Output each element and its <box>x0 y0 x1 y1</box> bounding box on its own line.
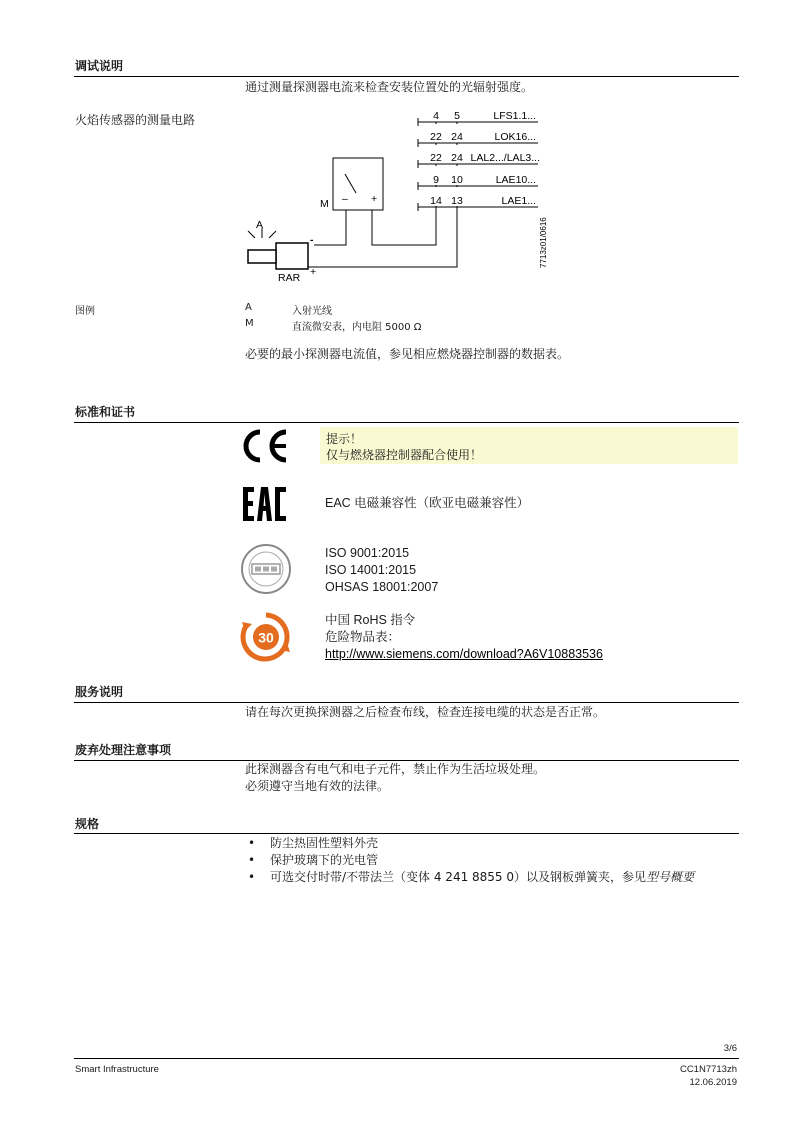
measuring-circuit-diagram <box>240 100 560 290</box>
section-heading-commissioning: 调试说明 <box>75 59 124 73</box>
min-current-note: 必要的最小探测器电流值，参见相应燃烧器控制器的数据表。 <box>245 347 570 361</box>
section-rule <box>74 833 739 834</box>
light-label: A <box>256 219 264 231</box>
legend-key: M <box>245 318 254 329</box>
terminal-number: 13 <box>451 195 463 207</box>
note-text: 仅与燃烧器控制器配合使用！ <box>326 448 483 462</box>
document-date: 12.06.2019 <box>689 1077 737 1088</box>
section-heading-spec: 规格 <box>75 817 100 831</box>
terminal-number: 10 <box>451 174 463 186</box>
circuit-label: 火焰传感器的测量电路 <box>75 113 196 127</box>
list-item: • 保护玻璃下的光电管 <box>245 852 694 869</box>
legend-text: 直流微安表，内电阻 5000 Ω <box>292 322 422 333</box>
page-number: 3/6 <box>723 1043 737 1054</box>
list-item <box>245 869 694 886</box>
document-id: CC1N7713zh <box>679 1064 737 1075</box>
device-name: LFS1.1... <box>493 110 536 122</box>
service-text: 请在每次更换探测器之后检查布线，检查连接电缆的状态是否正常。 <box>245 705 606 719</box>
china-rohs-30-icon <box>240 612 292 662</box>
meter-plus-sign: + <box>371 193 378 205</box>
device-name: LAE10... <box>495 174 536 186</box>
legend-text: 入射光线 <box>292 306 332 317</box>
ce-mark-icon <box>240 428 290 464</box>
footer-rule <box>74 1058 739 1059</box>
rohs-line: 中国 RoHS 指令 <box>325 613 416 627</box>
legend-key: A <box>245 302 252 313</box>
disposal-line: 此探测器含有电气和电子元件，禁止作为生活垃圾处理。 <box>245 762 546 776</box>
eac-mark-icon <box>241 485 289 523</box>
section-rule <box>74 702 739 703</box>
list-item-text: 可选交付时带/不带法兰（变体 4 241 8855 0）以及钢板弹簧夹，参见 <box>270 870 647 884</box>
device-name: LOK16... <box>494 131 536 143</box>
section-rule <box>74 76 739 77</box>
figure-code: 7713z01/0616 <box>539 217 548 268</box>
terminal-number: 22 <box>430 131 442 143</box>
legend-label: 图例 <box>75 306 95 317</box>
eac-text: EAC 电磁兼容性（欧亚电磁兼容性） <box>325 496 530 510</box>
disposal-line: 必须遵守当地有效的法律。 <box>245 779 390 793</box>
type-summary-reference: 型号概要 <box>646 870 695 884</box>
terminal-number: 9 <box>433 174 439 186</box>
meter-minus-sign: – <box>342 193 348 205</box>
section-rule <box>74 422 739 423</box>
rar-sensor <box>276 243 308 269</box>
rohs-number: 30 <box>258 629 274 646</box>
terminal-row <box>418 174 538 190</box>
iso-certification-seal-icon <box>240 543 292 595</box>
note-box <box>320 427 738 464</box>
sensor-label: RAR <box>278 272 301 284</box>
device-name: LAE1... <box>501 195 536 207</box>
iso-line: ISO 14001:2015 <box>325 563 417 577</box>
sensor-plus-sign: + <box>310 266 317 278</box>
list-item: • 防尘热固性塑料外壳 <box>245 835 694 852</box>
section-heading-standards: 标准和证书 <box>75 405 136 419</box>
terminal-number: 4 <box>433 110 439 122</box>
device-name: LAL2.../LAL3... <box>470 152 540 164</box>
note-title: 提示！ <box>326 432 363 446</box>
terminal-number: 24 <box>451 131 463 143</box>
iso-line: ISO 9001:2015 <box>325 546 410 560</box>
spec-list <box>245 835 694 886</box>
terminal-number: 24 <box>451 152 463 164</box>
meter-label: M <box>320 198 329 210</box>
section-heading-disposal: 废弃处理注意事项 <box>75 743 172 757</box>
rohs-line: 危险物品表： <box>325 630 401 644</box>
iso-line: OHSAS 18001:2007 <box>325 580 439 594</box>
commissioning-text: 通过测量探测器电流来检查安装位置处的光辐射强度。 <box>245 80 534 94</box>
terminal-number: 22 <box>430 152 442 164</box>
terminal-number: 14 <box>430 195 442 207</box>
sensor-minus-sign: - <box>310 234 314 246</box>
section-heading-service: 服务说明 <box>75 685 124 699</box>
rohs-download-link[interactable]: http://www.siemens.com/download?A6V10883536 <box>325 647 603 661</box>
terminal-number: 5 <box>454 110 460 122</box>
company-name: Smart Infrastructure <box>75 1064 159 1075</box>
